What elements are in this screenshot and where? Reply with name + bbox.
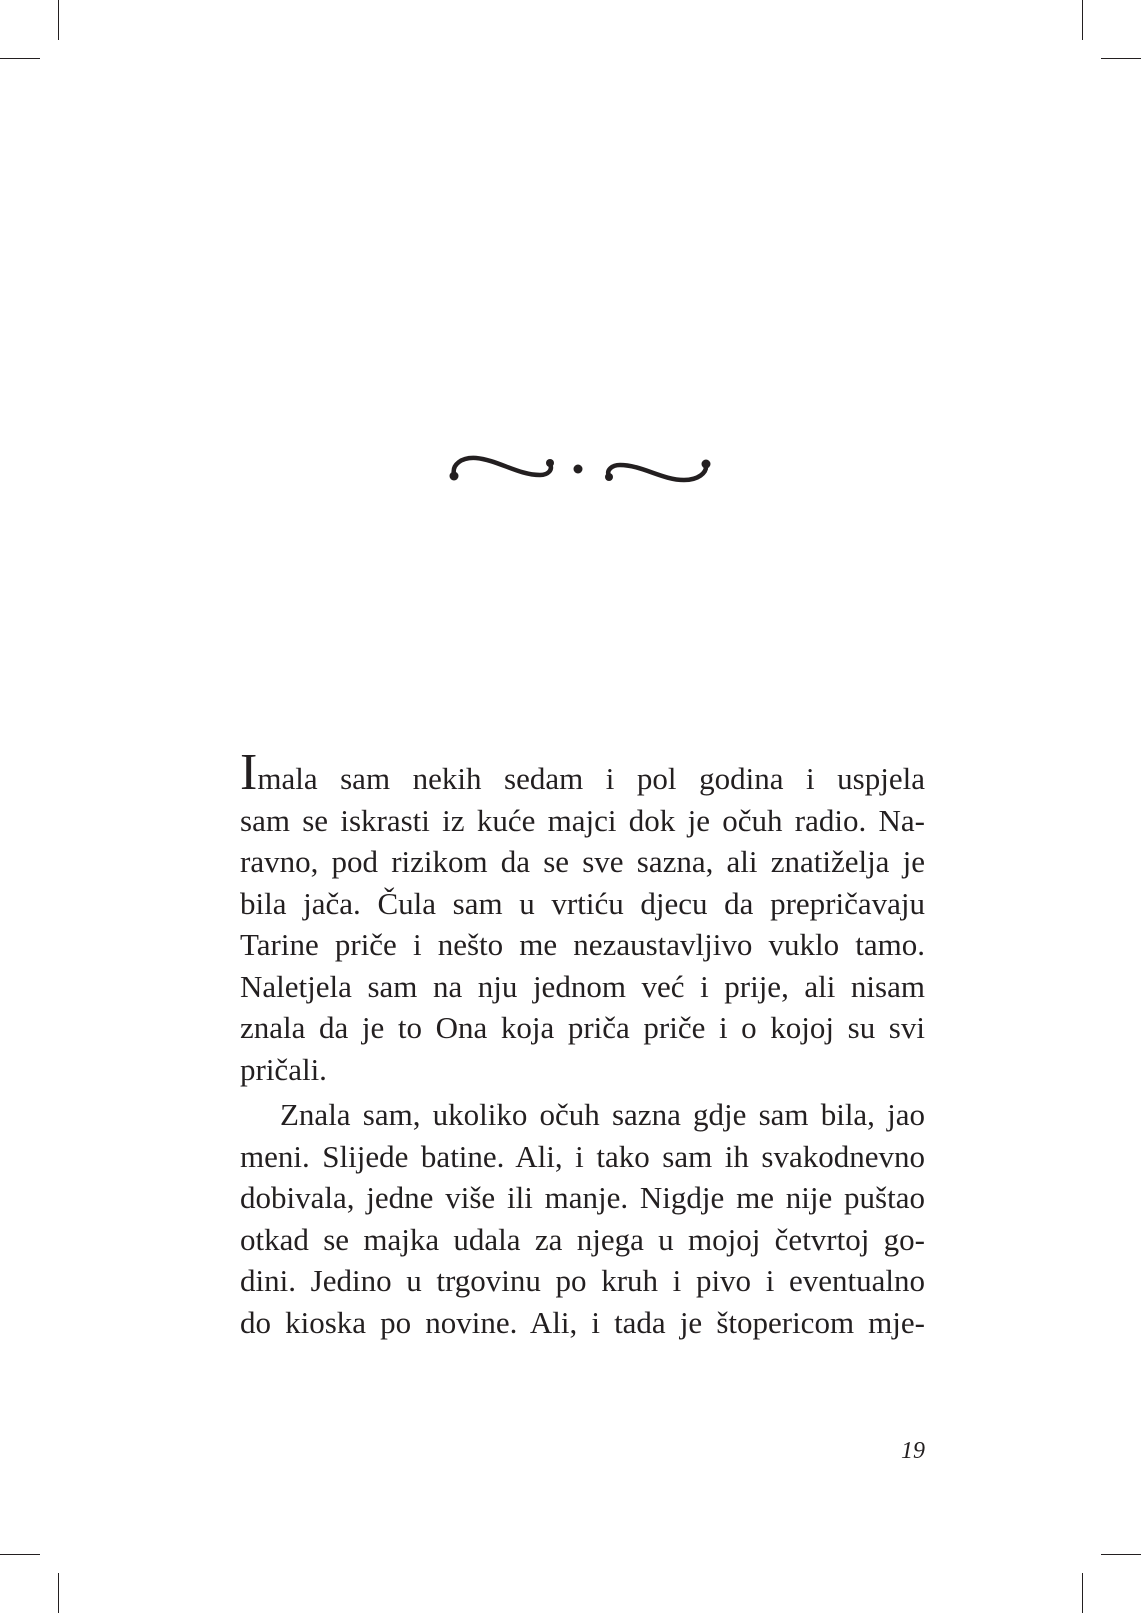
drop-cap: I [240, 744, 258, 801]
text-line-1: Imala sam nekih sedam i pol godina i uspjela [240, 744, 925, 801]
crop-mark-bottom-left-horizontal [0, 1554, 40, 1555]
crop-mark-top-left-vertical [58, 0, 59, 40]
text-line-12: otkad se majka udala za njega u mojoj četvrtoj go- [240, 1221, 925, 1257]
paragraph-1 [240, 744, 925, 1090]
paragraph-2 [240, 1094, 925, 1343]
crop-mark-top-right-vertical [1082, 0, 1083, 40]
ornament-divider-icon [448, 448, 713, 490]
text-line-7: znala da je to Ona koja priča priče i o kojoj su svi [240, 1010, 925, 1045]
text-line-2: sam se iskrasti iz kuće majci dok je očuh radio. Na- [240, 802, 925, 838]
text-line-4: bila jača. Čula sam u vrtiću djecu da prepričavaju [240, 885, 925, 921]
text-line-14: do kioska po novine. Ali, i tada je štopericom mje- [240, 1304, 925, 1340]
page-number: 19 [901, 1438, 925, 1464]
text-line-3: ravno, pod rizikom da se sve sazna, ali znatiželja je [240, 844, 925, 879]
body-text [240, 744, 925, 1343]
text-line-8: pričali. [240, 1051, 327, 1087]
crop-mark-bottom-right-horizontal [1101, 1554, 1141, 1555]
crop-mark-bottom-right-vertical [1082, 1573, 1083, 1613]
text-line-9: Znala sam, ukoliko očuh sazna gdje sam bila, jao [280, 1097, 925, 1132]
text-line-13: dini. Jedino u trgovinu po kruh i pivo i eventualno [240, 1263, 925, 1298]
text-line-6: Naletjela sam na nju jednom već i prije, ali nisam [240, 968, 925, 1004]
crop-mark-top-right-horizontal [1101, 58, 1141, 59]
text-line-10: meni. Slijede batine. Ali, i tako sam ih svakodnevno [240, 1138, 925, 1174]
text-line-5: Tarine priče i nešto me nezaustavljivo vuklo tamo. [240, 927, 925, 962]
crop-mark-top-left-horizontal [0, 58, 40, 59]
crop-mark-bottom-left-vertical [58, 1573, 59, 1613]
text-line-11: dobivala, jedne više ili manje. Nigdje me nije puštao [240, 1180, 925, 1215]
